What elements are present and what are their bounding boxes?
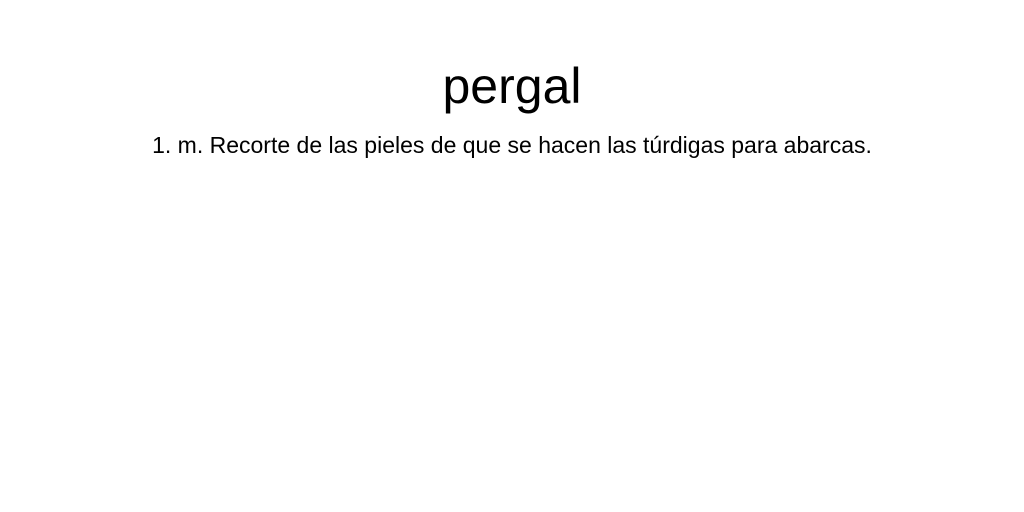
entry-definition: 1. m. Recorte de las pieles de que se hacen las túrdigas para abarcas. [152, 132, 872, 158]
entry-headword: pergal [442, 58, 582, 114]
